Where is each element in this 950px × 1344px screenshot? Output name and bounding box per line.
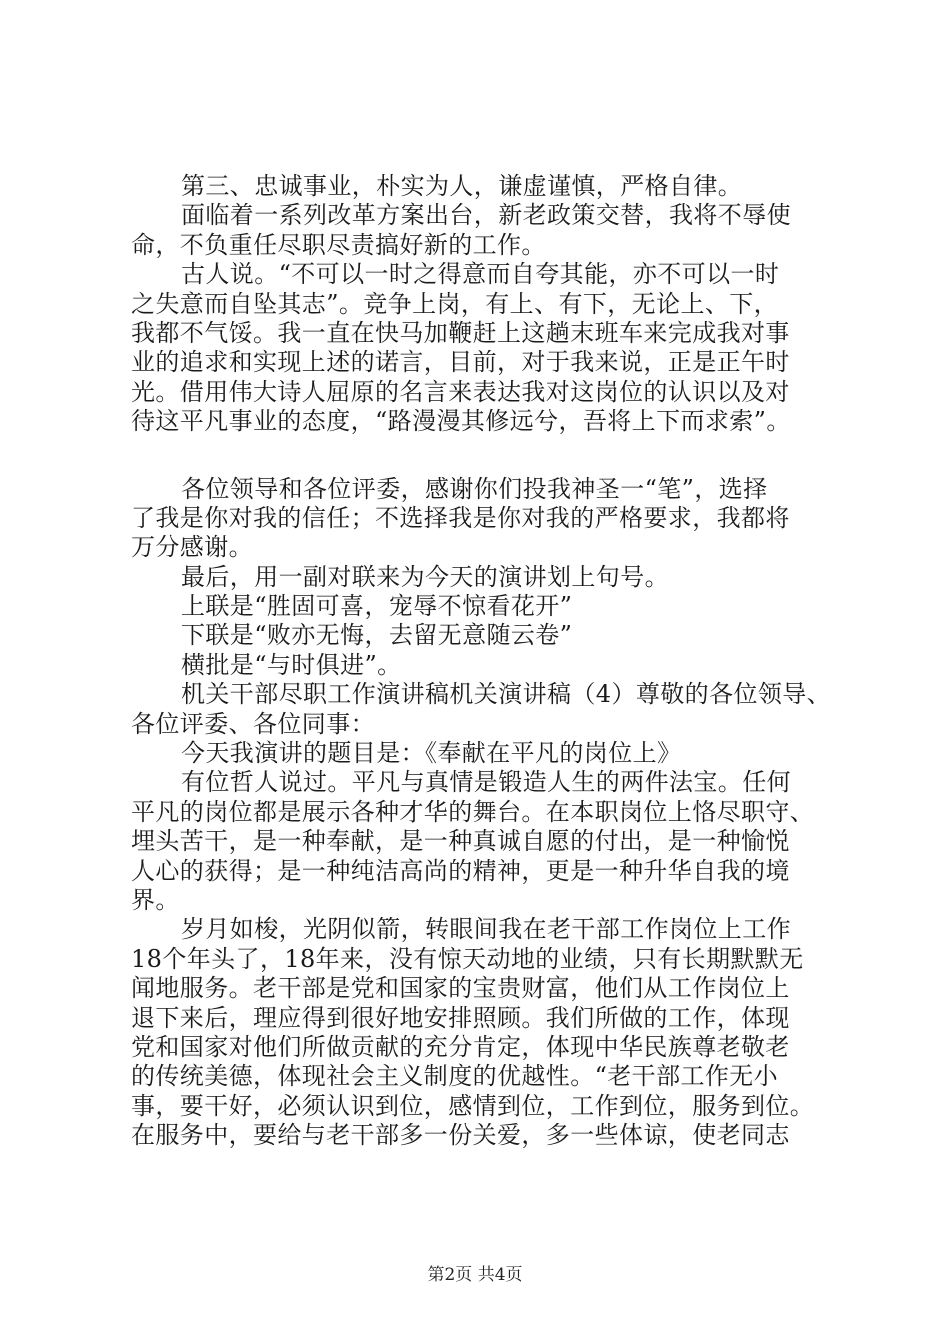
paragraph-line: 横批是“与时俱进”。 xyxy=(181,650,402,679)
paragraph-line: 各位领导和各位评委，感谢你们投我神圣一“笔”，选择 xyxy=(181,474,768,503)
paragraph-line: 人心的获得；是一种纯洁高尚的精神，更是一种升华自我的境 xyxy=(131,856,790,885)
paragraph-line: 上联是“胜固可喜，宠辱不惊看花开” xyxy=(181,592,573,621)
paragraph-gap xyxy=(131,437,831,475)
paragraph-line: 下联是“败亦无悔，去留无意随云卷” xyxy=(181,621,573,650)
paragraph-line: 万分感谢。 xyxy=(131,533,253,562)
paragraph-line: 古人说。“不可以一时之得意而自夸其能，亦不可以一时 xyxy=(181,260,780,289)
paragraph-line: 18个年头了，18年来，没有惊天动地的业绩，只有长期默默无 xyxy=(131,944,804,973)
paragraph-line: 界。 xyxy=(131,885,180,914)
paragraph-line: 在服务中，要给与老干部多一份关爱，多一些体谅，使老同志 xyxy=(131,1121,790,1150)
paragraph-line: 的传统美德，体现社会主义制度的优越性。“老干部工作无小 xyxy=(131,1062,779,1091)
paragraph-line: 岁月如梭，光阴似箭，转眼间我在老干部工作岗位上工作 xyxy=(181,915,791,944)
page-number: 第2页 共4页 xyxy=(427,1265,523,1285)
paragraph-line: 今天我演讲的题目是：《奉献在平凡的岗位上》 xyxy=(181,739,682,768)
paragraph-line: 之失意而自坠其志”。竞争上岗，有上、有下，无论上、下， xyxy=(131,289,779,318)
paragraph-line: 各位评委、各位同事： xyxy=(131,709,375,738)
paragraph-line: 面临着一系列改革方案出台，新老政策交替，我将不辱使 xyxy=(181,201,791,230)
paragraph-line: 平凡的岗位都是展示各种才华的舞台。在本职岗位上恪尽职守、 xyxy=(131,797,815,826)
paragraph-line: 有位哲人说过。平凡与真情是锻造人生的两件法宝。任何 xyxy=(181,768,791,797)
paragraph-line: 闻地服务。老干部是党和国家的宝贵财富，他们从工作岗位上 xyxy=(131,974,790,1003)
paragraph-line: 待这平凡事业的态度，“路漫漫其修远兮，吾将上下而求索”。 xyxy=(131,407,791,436)
paragraph-line: 第三、忠诚事业，朴实为人，谦虚谨慎，严格自律。 xyxy=(181,172,743,200)
document-body xyxy=(131,172,831,1151)
paragraph-line: 退下来后，理应得到很好地安排照顾。我们所做的工作，体现 xyxy=(131,1003,790,1032)
paragraph-line: 最后，用一副对联来为今天的演讲划上句号。 xyxy=(181,562,669,591)
paragraph-line: 党和国家对他们所做贡献的充分肯定，体现中华民族尊老敬老 xyxy=(131,1032,790,1061)
paragraph-line: 我都不气馁。我一直在快马加鞭赶上这趟末班车来完成我对事 xyxy=(131,318,790,347)
paragraph-line: 命，不负重任尽职尽责搞好新的工作。 xyxy=(131,230,546,259)
paragraph-line: 了我是你对我的信任；不选择我是你对我的严格要求，我都将 xyxy=(131,503,790,532)
paragraph-line: 业的追求和实现上述的诺言，目前，对于我来说，正是正午时 xyxy=(131,348,790,377)
paragraph-line: 光。借用伟大诗人屈原的名言来表达我对这岗位的认识以及对 xyxy=(131,377,790,406)
paragraph-line: 机关干部尽职工作演讲稿机关演讲稿（4）尊敬的各位领导、 xyxy=(181,680,832,709)
paragraph-line: 埋头苦干，是一种奉献，是一种真诚自愿的付出，是一种愉悦 xyxy=(131,827,790,856)
paragraph-line: 事，要干好，必须认识到位，感情到位，工作到位，服务到位。 xyxy=(131,1091,815,1120)
